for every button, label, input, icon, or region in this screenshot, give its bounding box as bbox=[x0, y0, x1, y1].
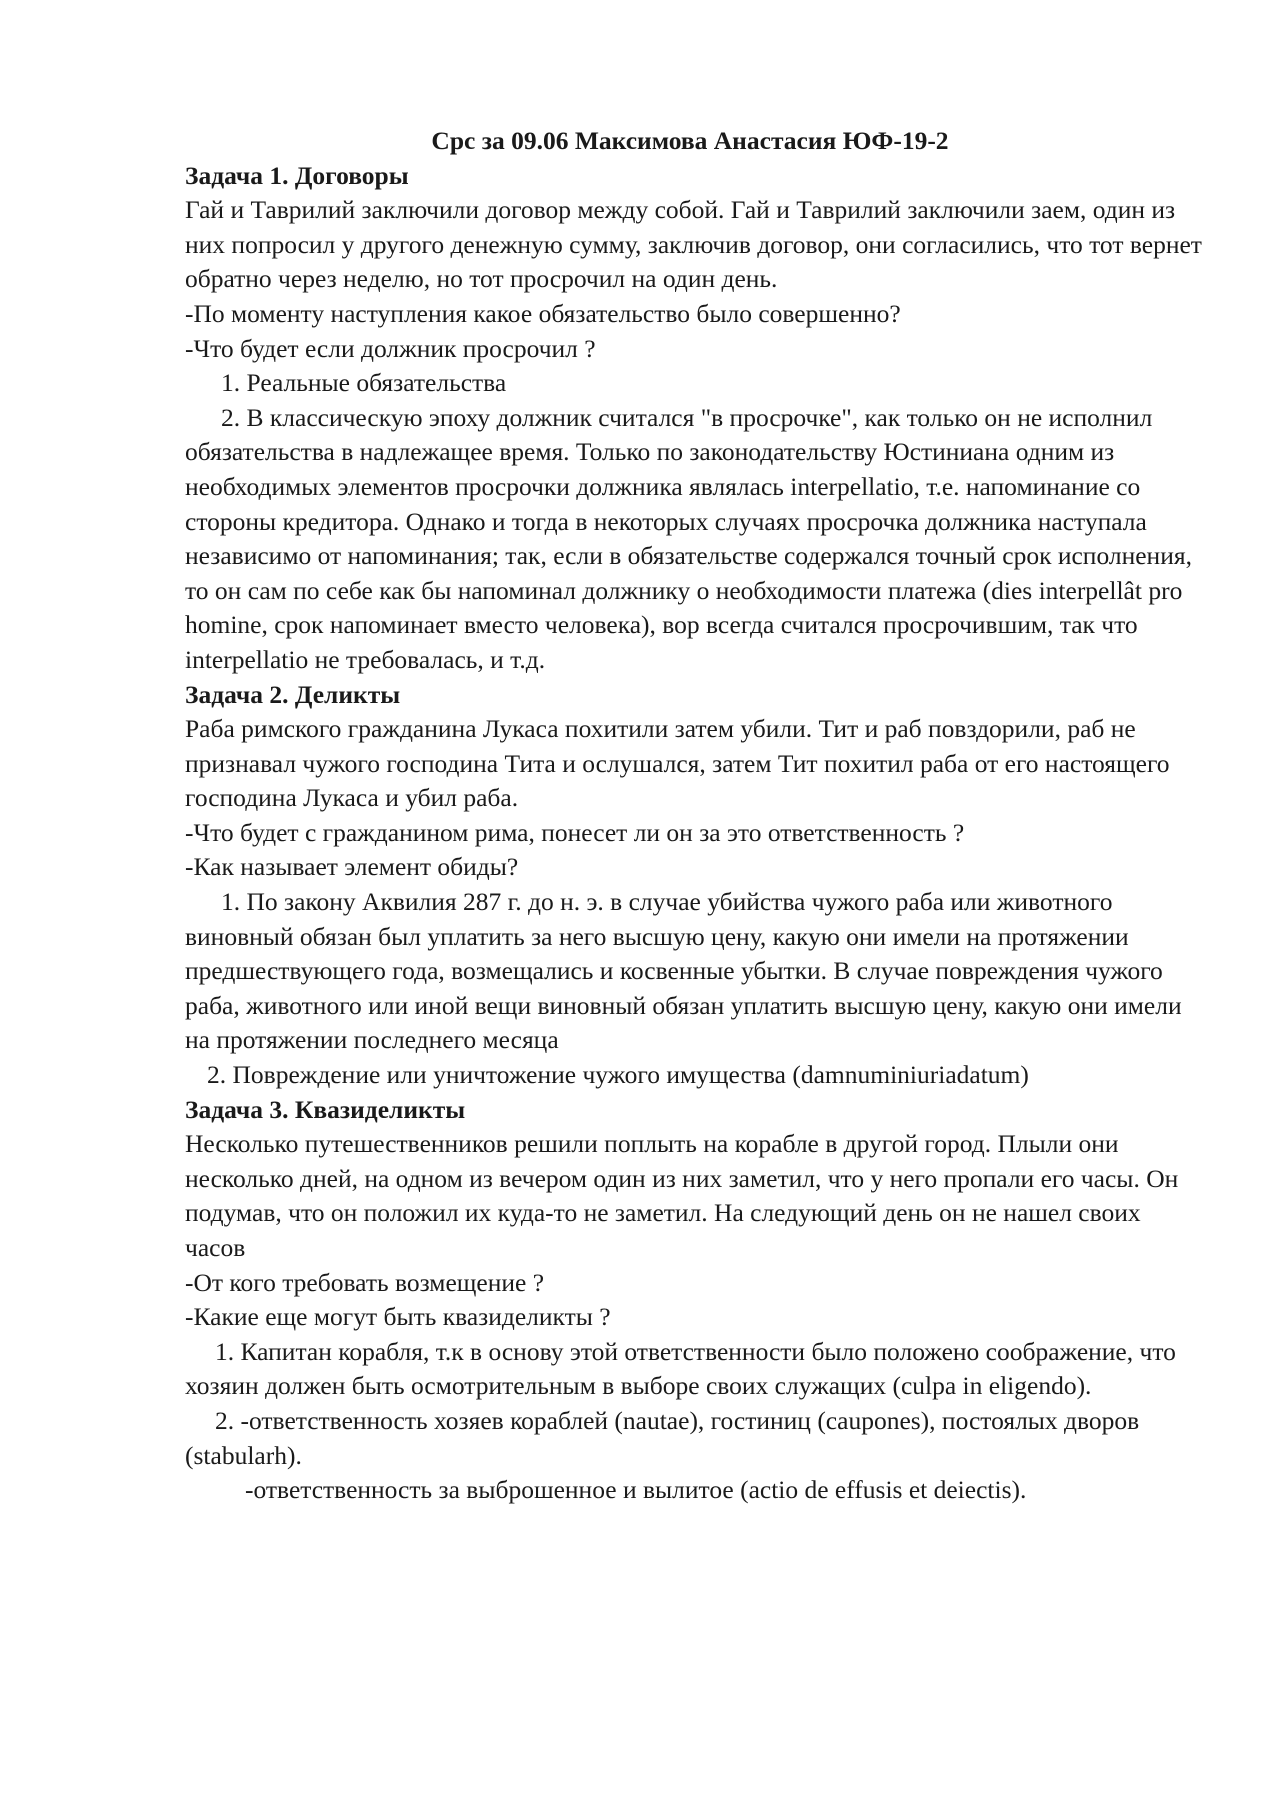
task2-heading: Задача 2. Деликты bbox=[185, 679, 401, 709]
task1-text: Гай и Таврилий заключили договор между собой. Гай и Таврилий заключили заем, один из них попросил у другого денежную сумму, заключив договор, они согласились, что тот вернет обратно через неделю, но тот просрочил на один день. bbox=[185, 195, 1202, 294]
task2-answer-1 bbox=[185, 885, 1205, 1058]
task2-question-1: -Что будет с гражданином рима, понесет ли он за это ответственность ? bbox=[185, 817, 965, 847]
task3-text: Несколько путешественников решили поплыть на корабле в другой город. Плыли они несколько дней, на одном из вечером один из них заметил, что у него пропали его часы. Он подумав, что он положил их куда-то не заметил. На следующий день он не нашел своих часов bbox=[185, 1129, 1179, 1262]
task3-answer-2-text: 2. -ответственность хозяев кораблей (nautae), гостиниц (caupones), постоялых дворов (stabularh). bbox=[185, 1405, 1140, 1470]
task1-question-2: -Что будет если должник просрочил ? bbox=[185, 333, 596, 363]
task2-answer-1-text: 1. По закону Аквилия 287 г. до н. э. в случае убийства чужого раба или животного виновный обязан был уплатить за него высшую цену, какую они имели на протяжении предшествующего года, возмещались и косвенные убытки. В случае повреждения чужого раба, животного или иной вещи виновный обязан уплатить высшую цену, какую они имели на протяжении последнего месяца bbox=[185, 887, 1182, 1055]
task2-question-2: -Как называет элемент обиды? bbox=[185, 852, 519, 882]
task3-answer-1-text: 1. Капитан корабля, т.к в основу этой ответственности было положено соображение, что хозяин должен быть осмотрительным в выборе своих служащих (culpa in eligendo). bbox=[185, 1336, 1176, 1401]
task3-question-2: -Какие еще могут быть квазиделикты ? bbox=[185, 1302, 611, 1332]
task1-answer-1: 1. Реальные обязательства bbox=[221, 368, 507, 398]
task1-answer-2 bbox=[185, 401, 1205, 678]
document-title: Срс за 09.06 Максимова Анастасия ЮФ-19-2 bbox=[431, 126, 949, 155]
task3-answer-2 bbox=[185, 1404, 1205, 1473]
task1-question-1: -По моменту наступления какое обязательство было совершенно? bbox=[185, 298, 901, 328]
task3-heading: Задача 3. Квазиделикты bbox=[185, 1094, 466, 1124]
task1-answer-2-text: 2. В классическую эпоху должник считался "в просрочке", как только он не исполнил обязательства в надлежащее время. Только по законодательству Юстиниана одним из необходимых элементов просрочки должника являлась interpellatio, т.е. напоминание со стороны кредитора. Однако и тогда в некоторых случаях просрочка должника наступала независимо от напоминания; так, если в обязательстве содержался точный срок исполнения, то он сам по себе как бы напоминал должнику о необходимости платежа (dies interpellât pro homine, срок напоминает вместо человека), вор всегда считался просрочившим, так что interpellatio не требовалась, и т.д. bbox=[185, 402, 1192, 674]
document-page bbox=[185, 124, 1205, 1508]
task2-text: Раба римского гражданина Лукаса похитили затем убили. Тит и раб повздорили, раб не признавал чужого господина Тита и ослушался, затем Тит похитил раба от его настоящего господина Лукаса и убил раба. bbox=[185, 714, 1170, 813]
task1-heading: Задача 1. Договоры bbox=[185, 160, 409, 190]
task2-answer-2: 2. Повреждение или уничтожение чужого имущества (damnuminiuriadatum) bbox=[207, 1060, 1029, 1090]
task3-answer-1 bbox=[185, 1335, 1205, 1404]
task3-answer-3: -ответственность за выброшенное и вылитое (actio de effusis et deiectis). bbox=[245, 1475, 1027, 1505]
task3-question-1: -От кого требовать возмещение ? bbox=[185, 1267, 545, 1297]
